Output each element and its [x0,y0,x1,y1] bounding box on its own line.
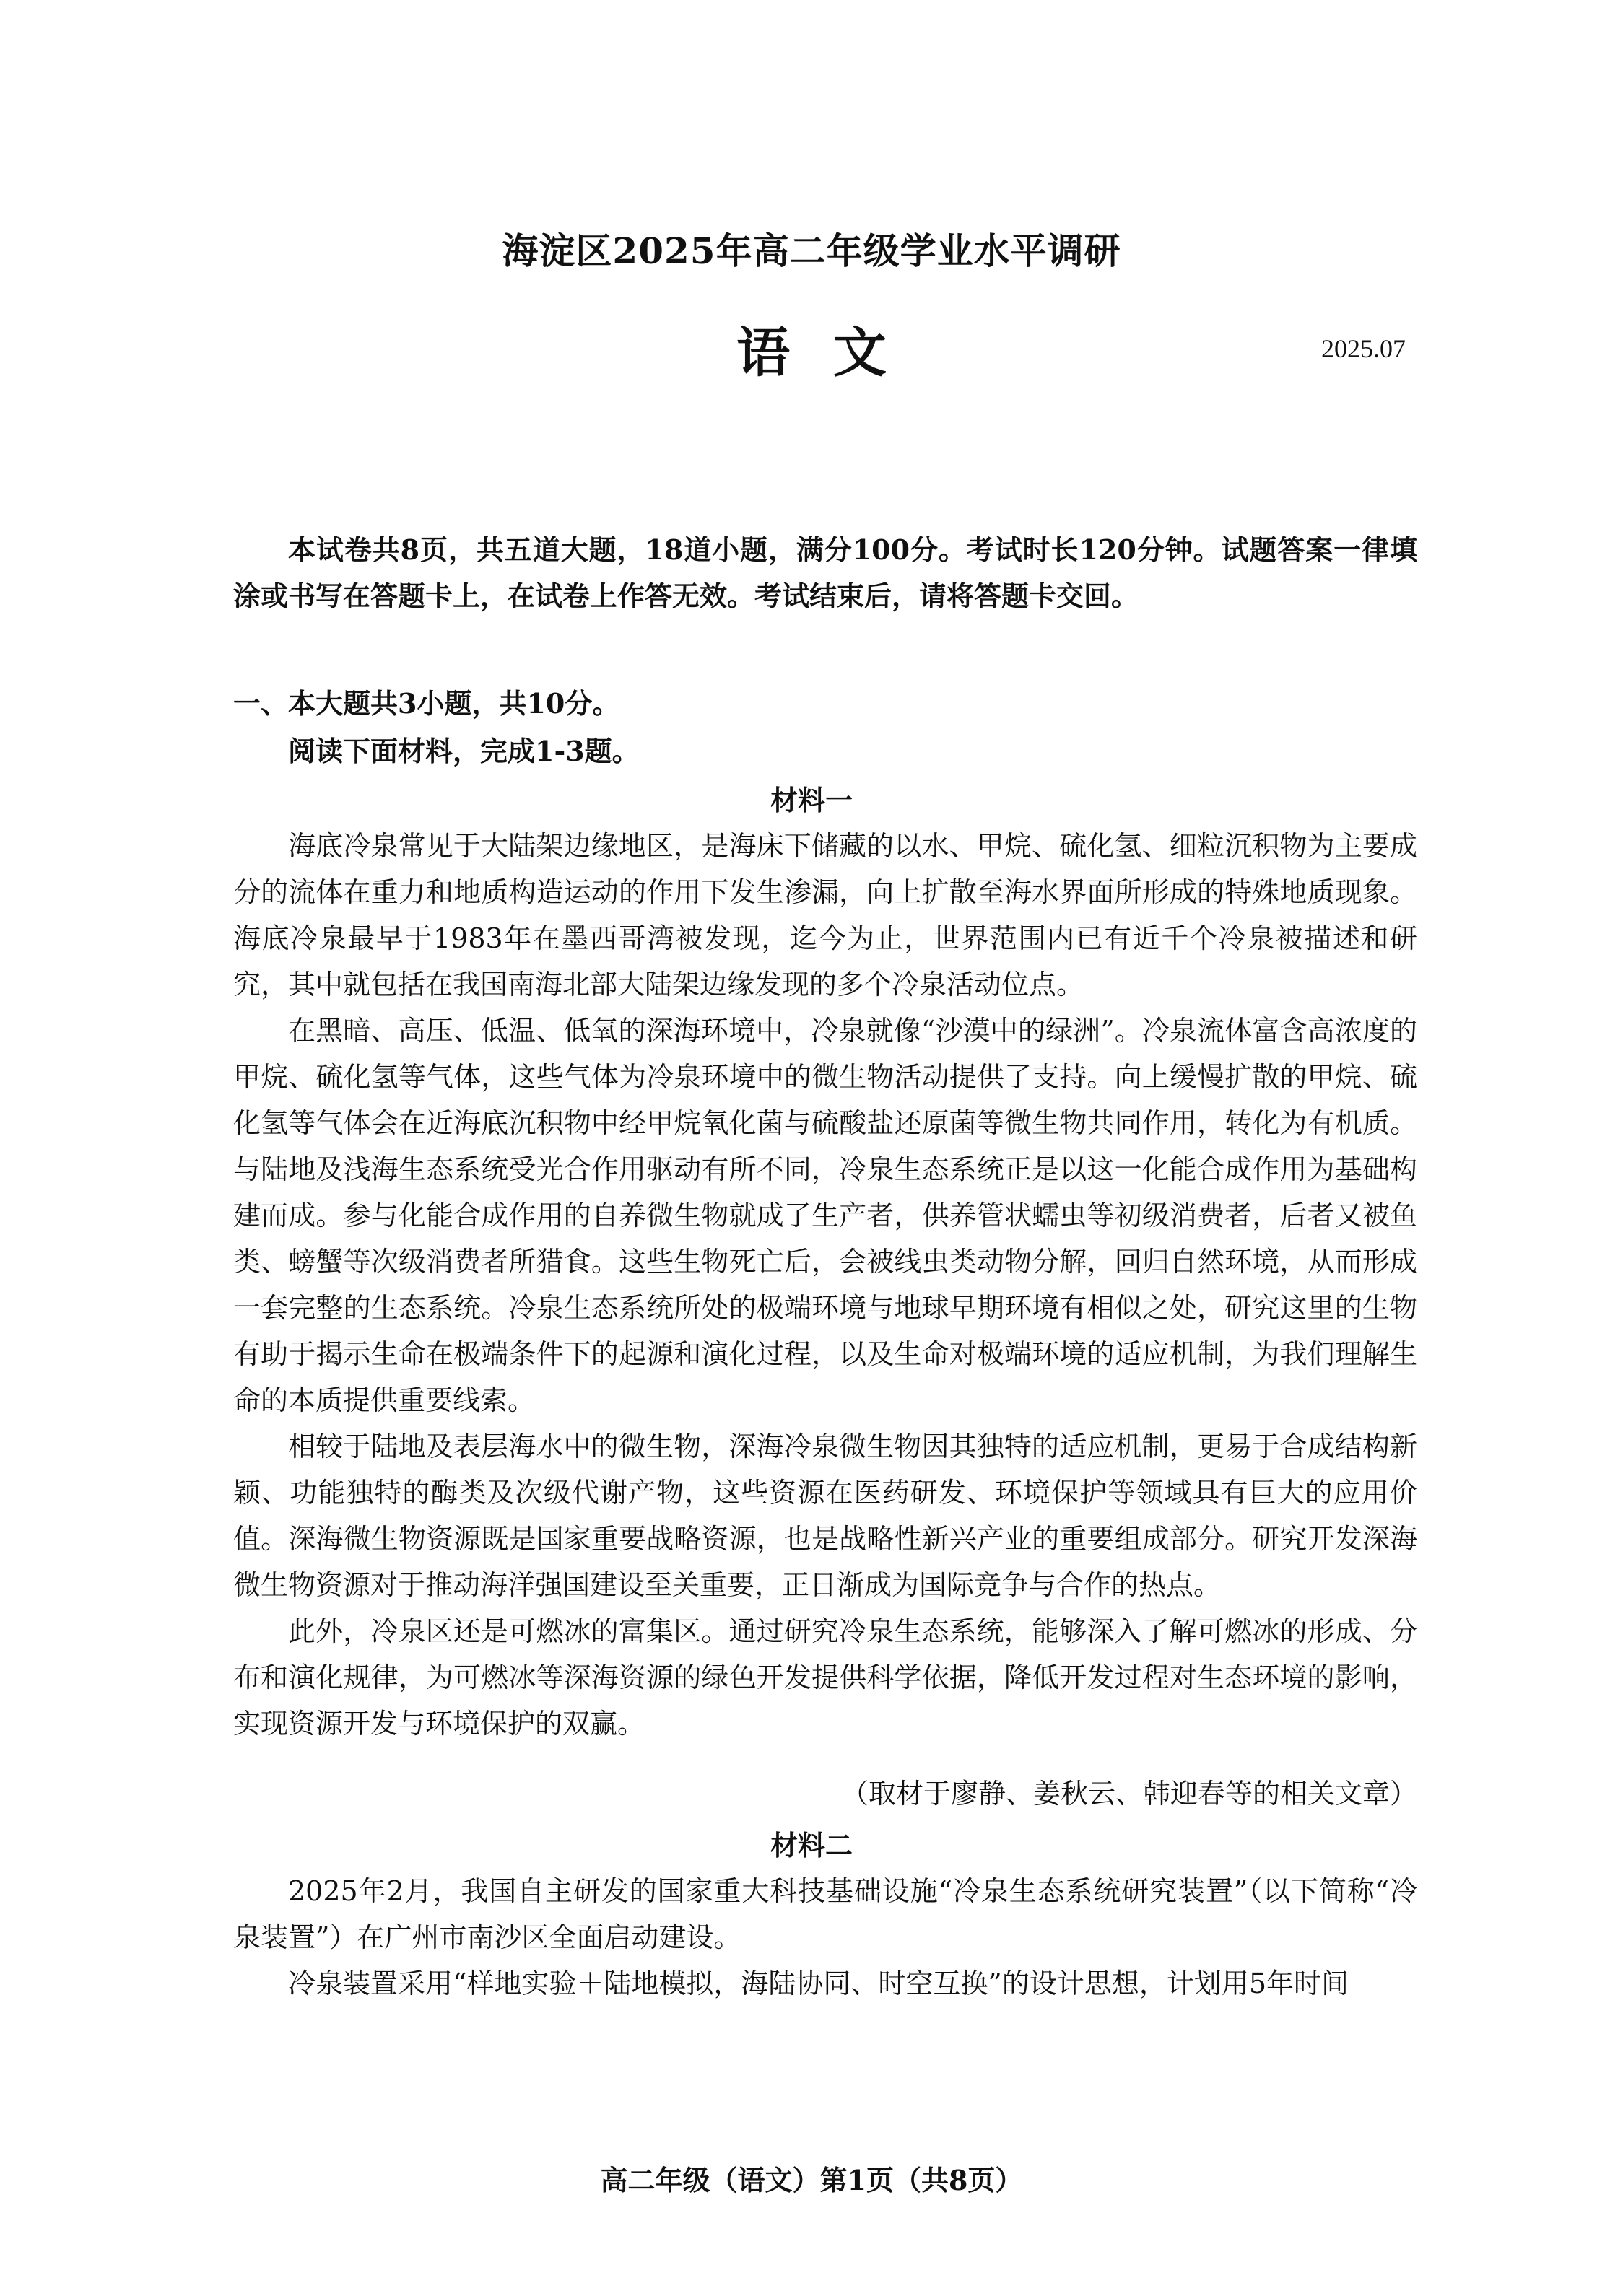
material-2-title: 材料二 [770,1829,853,1861]
exam-instructions [233,527,1417,619]
material-1-paragraph: 海底冷泉常见于大陆架边缘地区，是海床下储藏的以水、甲烷、硫化氢、细粒沉积物为主要成分的流体在重力和地质构造运动的作用下发生渗漏，向上扩散至海水界面所形成的特殊地质现象。海底冷泉最早于1983年在墨西哥湾被发现，迄今为止，世界范围内已有近千个冷泉被描述和研究，其中就包括在我国南海北部大陆架边缘发现的多个冷泉活动位点。 [233,830,1417,1000]
subject-title: 语文 [736,322,930,384]
material-1-title: 材料一 [770,784,853,816]
material-1-body [233,823,1417,1747]
material-2-paragraph: 2025年2月，我国自主研发的国家重大科技基础设施“冷泉生态系统研究装置”（以下简称“冷泉装置”）在广州市南沙区全面启动建设。 [233,1875,1417,1953]
section-1-heading: 一、本大题共3小题，共10分。 [233,687,620,720]
instructions-text: 本试卷共8页，共五道大题，18道小题，满分100分。考试时长120分钟。试题答案一律填涂或书写在答题卡上，在试卷上作答无效。考试结束后，请将答题卡交回。 [233,533,1417,612]
material-1-source: （取材于廖静、姜秋云、韩迎春等的相关文章） [840,1778,1417,1810]
page-footer: 高二年级（语文）第1页（共8页） [600,2164,1023,2196]
exam-title: 海淀区2025年高二年级学业水平调研 [502,230,1121,272]
section-1-instruction: 阅读下面材料，完成1-3题。 [288,735,640,767]
material-2-paragraph: 冷泉装置采用“样地实验＋陆地模拟，海陆协同、时空互换”的设计思想，计划用5年时间 [288,1968,1349,1999]
material-2-body [233,1868,1417,2007]
material-1-paragraph: 相较于陆地及表层海水中的微生物，深海冷泉微生物因其独特的适应机制，更易于合成结构新颖、功能独特的酶类及次级代谢产物，这些资源在医药研发、环境保护等领域具有巨大的应用价值。深海微生物资源既是国家重要战略资源，也是战略性新兴产业的重要组成部分。研究开发深海微生物资源对于推动海洋强国建设至关重要，正日渐成为国际竞争与合作的热点。 [233,1431,1417,1601]
material-1-paragraph: 在黑暗、高压、低温、低氧的深海环境中，冷泉就像“沙漠中的绿洲”。冷泉流体富含高浓度的甲烷、硫化氢等气体，这些气体为冷泉环境中的微生物活动提供了支持。向上缓慢扩散的甲烷、硫化氢等气体会在近海底沉积物中经甲烷氧化菌与硫酸盐还原菌等微生物共同作用，转化为有机质。与陆地及浅海生态系统受光合作用驱动有所不同，冷泉生态系统正是以这一化能合成作用为基础构建而成。参与化能合成作用的自养微生物就成了生产者，供养管状蠕虫等初级消费者，后者又被鱼类、螃蟹等次级消费者所猎食。这些生物死亡后，会被线虫类动物分解，回归自然环境，从而形成一套完整的生态系统。冷泉生态系统所处的极端环境与地球早期环境有相似之处，研究这里的生物有助于揭示生命在极端条件下的起源和演化过程，以及生命对极端环境的适应机制，为我们理解生命的本质提供重要线索。 [233,1015,1417,1416]
material-1-paragraph: 此外，冷泉区还是可燃冰的富集区。通过研究冷泉生态系统，能够深入了解可燃冰的形成、分布和演化规律，为可燃冰等深海资源的绿色开发提供科学依据，降低开发过程对生态环境的影响，实现资源开发与环境保护的双赢。 [233,1615,1417,1740]
exam-date: 2025.07 [1321,334,1406,363]
